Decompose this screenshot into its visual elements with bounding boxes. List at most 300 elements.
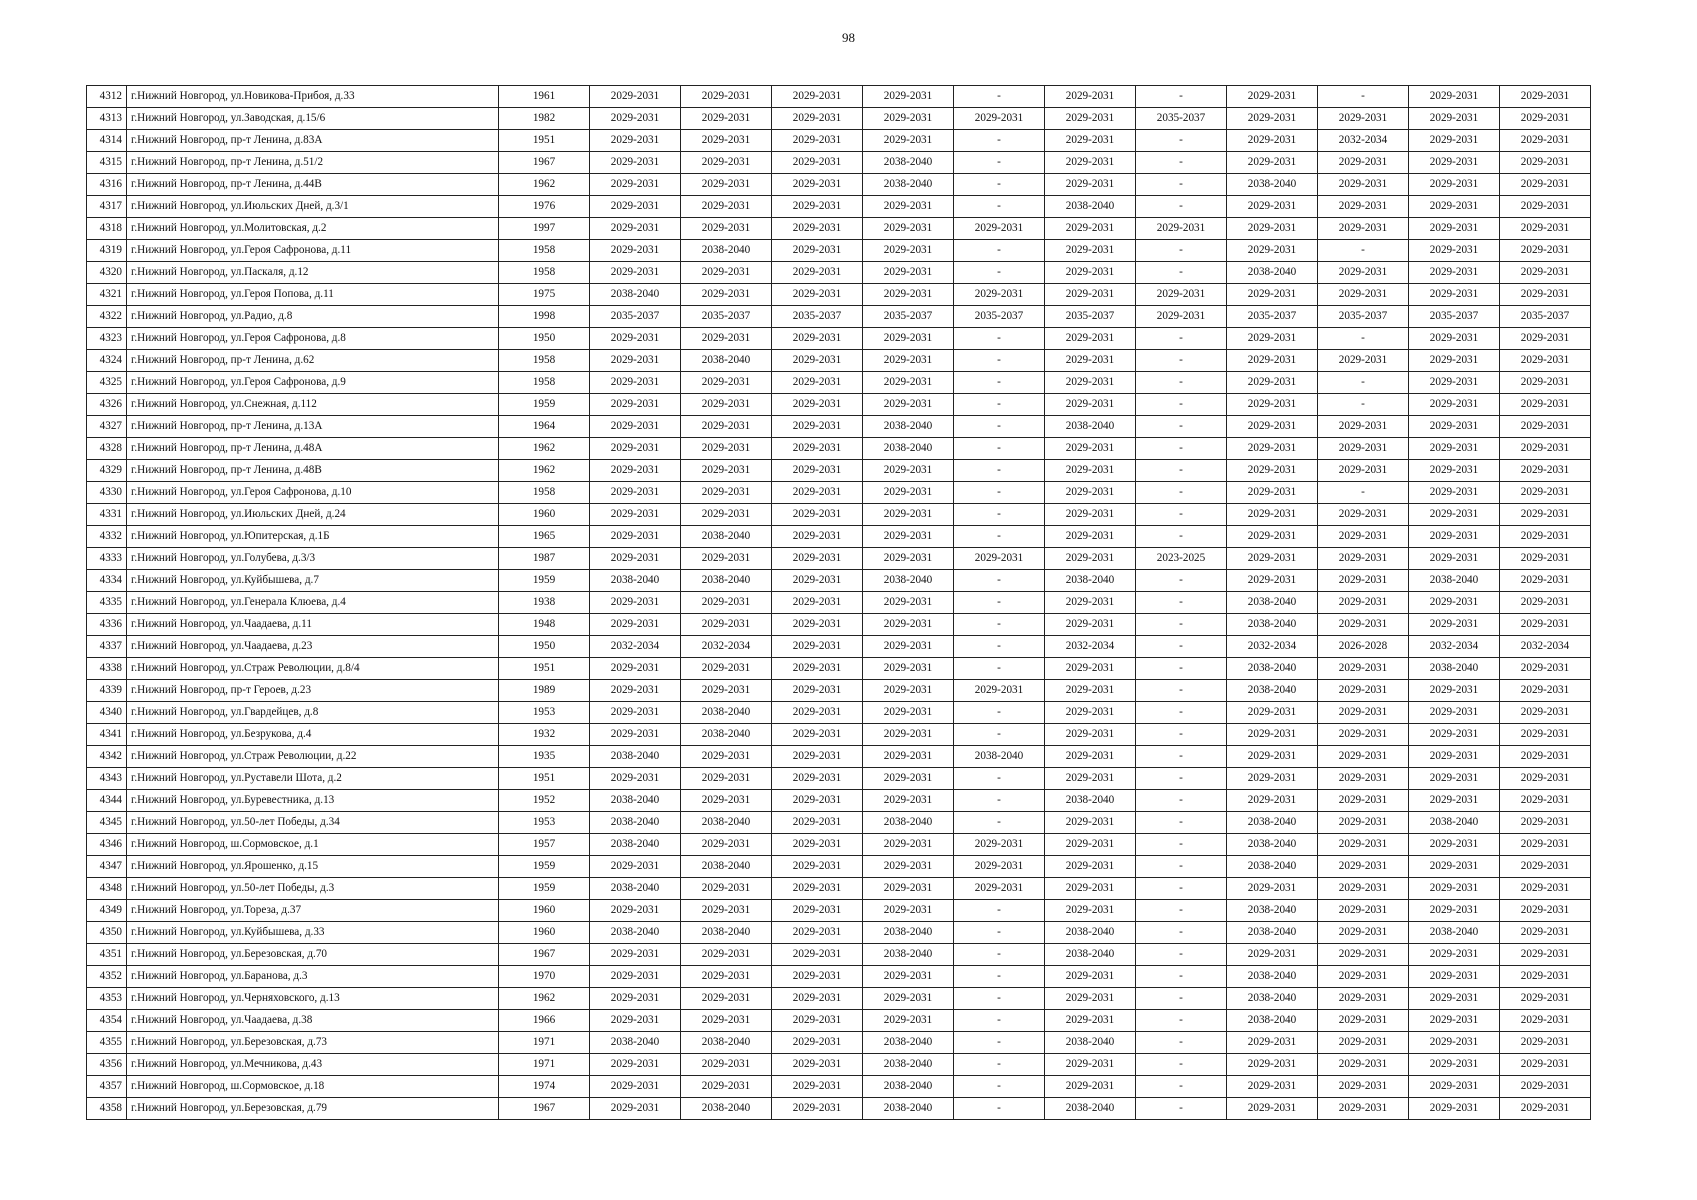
period-cell-7: - (1136, 966, 1227, 988)
address-cell: г.Нижний Новгород, ул.Снежная, д.112 (127, 394, 499, 416)
build-year-cell: 1951 (499, 768, 590, 790)
period-cell-3: 2029-2031 (772, 1076, 863, 1098)
period-cell-6: 2035-2037 (1045, 306, 1136, 328)
table-row (87, 856, 1591, 878)
period-cell-11: 2029-2031 (1500, 966, 1591, 988)
period-cell-11: 2029-2031 (1500, 284, 1591, 306)
period-cell-3: 2029-2031 (772, 1098, 863, 1120)
period-cell-3: 2029-2031 (772, 702, 863, 724)
table-row (87, 724, 1591, 746)
period-cell-4: 2029-2031 (863, 680, 954, 702)
period-cell-10: 2029-2031 (1409, 834, 1500, 856)
table-row (87, 416, 1591, 438)
period-cell-2: 2029-2031 (681, 1010, 772, 1032)
period-cell-10: 2029-2031 (1409, 262, 1500, 284)
row-number-cell: 4337 (87, 636, 127, 658)
period-cell-4: 2029-2031 (863, 526, 954, 548)
build-year-cell: 1958 (499, 482, 590, 504)
period-cell-4: 2029-2031 (863, 460, 954, 482)
table-row (87, 1032, 1591, 1054)
table-row (87, 350, 1591, 372)
period-cell-9: 2032-2034 (1318, 130, 1409, 152)
row-number-cell: 4321 (87, 284, 127, 306)
address-cell: г.Нижний Новгород, ул.Юпитерская, д.1Б (127, 526, 499, 548)
build-year-cell: 1958 (499, 240, 590, 262)
row-number-cell: 4357 (87, 1076, 127, 1098)
period-cell-3: 2029-2031 (772, 548, 863, 570)
period-cell-11: 2029-2031 (1500, 1054, 1591, 1076)
period-cell-5: 2038-2040 (954, 746, 1045, 768)
period-cell-5: 2029-2031 (954, 834, 1045, 856)
period-cell-1: 2029-2031 (590, 174, 681, 196)
period-cell-11: 2029-2031 (1500, 1076, 1591, 1098)
build-year-cell: 1959 (499, 570, 590, 592)
period-cell-6: 2029-2031 (1045, 592, 1136, 614)
period-cell-10: 2029-2031 (1409, 86, 1500, 108)
address-cell: г.Нижний Новгород, ул.Героя Сафронова, д.9 (127, 372, 499, 394)
period-cell-2: 2029-2031 (681, 438, 772, 460)
period-cell-9: - (1318, 394, 1409, 416)
period-cell-9: 2029-2031 (1318, 614, 1409, 636)
period-cell-6: 2029-2031 (1045, 746, 1136, 768)
period-cell-11: 2029-2031 (1500, 856, 1591, 878)
address-cell: г.Нижний Новгород, пр-т Ленина, д.51/2 (127, 152, 499, 174)
period-cell-2: 2029-2031 (681, 460, 772, 482)
period-cell-10: 2038-2040 (1409, 570, 1500, 592)
period-cell-4: 2029-2031 (863, 284, 954, 306)
period-cell-3: 2029-2031 (772, 526, 863, 548)
period-cell-3: 2029-2031 (772, 394, 863, 416)
period-cell-6: 2029-2031 (1045, 284, 1136, 306)
period-cell-2: 2029-2031 (681, 284, 772, 306)
address-cell: г.Нижний Новгород, ул.Заводская, д.15/6 (127, 108, 499, 130)
period-cell-5: 2029-2031 (954, 218, 1045, 240)
table-row (87, 394, 1591, 416)
build-year-cell: 1959 (499, 878, 590, 900)
period-cell-8: 2029-2031 (1227, 152, 1318, 174)
row-number-cell: 4333 (87, 548, 127, 570)
address-cell: г.Нижний Новгород, пр-т Ленина, д.48А (127, 438, 499, 460)
period-cell-8: 2029-2031 (1227, 86, 1318, 108)
period-cell-9: 2029-2031 (1318, 284, 1409, 306)
period-cell-2: 2029-2031 (681, 328, 772, 350)
address-cell: г.Нижний Новгород, пр-т Героев, д.23 (127, 680, 499, 702)
period-cell-2: 2029-2031 (681, 790, 772, 812)
period-cell-1: 2038-2040 (590, 1032, 681, 1054)
period-cell-3: 2029-2031 (772, 1032, 863, 1054)
period-cell-9: - (1318, 240, 1409, 262)
period-cell-2: 2029-2031 (681, 262, 772, 284)
table-row (87, 262, 1591, 284)
period-cell-7: - (1136, 130, 1227, 152)
period-cell-5: - (954, 658, 1045, 680)
period-cell-8: 2038-2040 (1227, 592, 1318, 614)
period-cell-6: 2029-2031 (1045, 614, 1136, 636)
period-cell-11: 2029-2031 (1500, 504, 1591, 526)
period-cell-5: - (954, 1076, 1045, 1098)
period-cell-11: 2035-2037 (1500, 306, 1591, 328)
table-row (87, 548, 1591, 570)
period-cell-8: 2038-2040 (1227, 174, 1318, 196)
period-cell-3: 2029-2031 (772, 570, 863, 592)
period-cell-4: 2029-2031 (863, 372, 954, 394)
period-cell-3: 2029-2031 (772, 856, 863, 878)
period-cell-2: 2038-2040 (681, 724, 772, 746)
row-number-cell: 4356 (87, 1054, 127, 1076)
period-cell-9: 2029-2031 (1318, 152, 1409, 174)
period-cell-10: 2038-2040 (1409, 922, 1500, 944)
period-cell-2: 2029-2031 (681, 86, 772, 108)
period-cell-1: 2029-2031 (590, 350, 681, 372)
table-row (87, 988, 1591, 1010)
period-cell-6: 2029-2031 (1045, 856, 1136, 878)
period-cell-11: 2029-2031 (1500, 614, 1591, 636)
address-cell: г.Нижний Новгород, ул.Куйбышева, д.33 (127, 922, 499, 944)
row-number-cell: 4336 (87, 614, 127, 636)
table-row (87, 746, 1591, 768)
period-cell-5: 2029-2031 (954, 284, 1045, 306)
address-cell: г.Нижний Новгород, пр-т Ленина, д.44В (127, 174, 499, 196)
period-cell-7: - (1136, 328, 1227, 350)
address-cell: г.Нижний Новгород, ш.Сормовское, д.18 (127, 1076, 499, 1098)
table-row (87, 284, 1591, 306)
period-cell-8: 2029-2031 (1227, 1054, 1318, 1076)
period-cell-9: 2029-2031 (1318, 856, 1409, 878)
period-cell-5: - (954, 152, 1045, 174)
row-number-cell: 4318 (87, 218, 127, 240)
period-cell-8: 2038-2040 (1227, 658, 1318, 680)
period-cell-1: 2038-2040 (590, 746, 681, 768)
period-cell-1: 2029-2031 (590, 702, 681, 724)
period-cell-3: 2029-2031 (772, 592, 863, 614)
period-cell-4: 2035-2037 (863, 306, 954, 328)
period-cell-3: 2029-2031 (772, 746, 863, 768)
period-cell-3: 2029-2031 (772, 196, 863, 218)
period-cell-10: 2029-2031 (1409, 548, 1500, 570)
address-cell: г.Нижний Новгород, ул.Березовская, д.70 (127, 944, 499, 966)
address-cell: г.Нижний Новгород, ул.50-лет Победы, д.3 (127, 878, 499, 900)
row-number-cell: 4352 (87, 966, 127, 988)
address-cell: г.Нижний Новгород, ул.Березовская, д.79 (127, 1098, 499, 1120)
period-cell-10: 2032-2034 (1409, 636, 1500, 658)
build-year-cell: 1953 (499, 812, 590, 834)
address-cell: г.Нижний Новгород, ул.Героя Сафронова, д.8 (127, 328, 499, 350)
build-year-cell: 1982 (499, 108, 590, 130)
period-cell-7: - (1136, 636, 1227, 658)
period-cell-6: 2029-2031 (1045, 812, 1136, 834)
build-year-cell: 1958 (499, 372, 590, 394)
period-cell-5: - (954, 1032, 1045, 1054)
period-cell-2: 2029-2031 (681, 614, 772, 636)
address-cell: г.Нижний Новгород, ул.Руставели Шота, д.2 (127, 768, 499, 790)
period-cell-5: - (954, 768, 1045, 790)
period-cell-11: 2029-2031 (1500, 658, 1591, 680)
period-cell-1: 2029-2031 (590, 372, 681, 394)
period-cell-11: 2029-2031 (1500, 372, 1591, 394)
period-cell-4: 2029-2031 (863, 394, 954, 416)
period-cell-10: 2029-2031 (1409, 746, 1500, 768)
build-year-cell: 1965 (499, 526, 590, 548)
period-cell-2: 2029-2031 (681, 548, 772, 570)
table-row (87, 328, 1591, 350)
period-cell-8: 2029-2031 (1227, 504, 1318, 526)
period-cell-10: 2038-2040 (1409, 812, 1500, 834)
period-cell-7: - (1136, 702, 1227, 724)
period-cell-1: 2029-2031 (590, 1098, 681, 1120)
period-cell-1: 2029-2031 (590, 218, 681, 240)
period-cell-1: 2029-2031 (590, 680, 681, 702)
period-cell-5: - (954, 416, 1045, 438)
period-cell-6: 2029-2031 (1045, 174, 1136, 196)
period-cell-10: 2029-2031 (1409, 966, 1500, 988)
period-cell-7: - (1136, 240, 1227, 262)
period-cell-8: 2029-2031 (1227, 878, 1318, 900)
period-cell-2: 2038-2040 (681, 812, 772, 834)
period-cell-10: 2029-2031 (1409, 438, 1500, 460)
period-cell-6: 2029-2031 (1045, 482, 1136, 504)
build-year-cell: 1959 (499, 394, 590, 416)
build-year-cell: 1962 (499, 460, 590, 482)
row-number-cell: 4340 (87, 702, 127, 724)
row-number-cell: 4355 (87, 1032, 127, 1054)
period-cell-8: 2029-2031 (1227, 702, 1318, 724)
table-row (87, 922, 1591, 944)
period-cell-11: 2029-2031 (1500, 438, 1591, 460)
period-cell-1: 2038-2040 (590, 284, 681, 306)
period-cell-10: 2035-2037 (1409, 306, 1500, 328)
period-cell-2: 2029-2031 (681, 1076, 772, 1098)
build-year-cell: 1962 (499, 438, 590, 460)
period-cell-11: 2029-2031 (1500, 834, 1591, 856)
period-cell-6: 2029-2031 (1045, 152, 1136, 174)
period-cell-6: 2029-2031 (1045, 130, 1136, 152)
row-number-cell: 4330 (87, 482, 127, 504)
row-number-cell: 4350 (87, 922, 127, 944)
period-cell-8: 2029-2031 (1227, 394, 1318, 416)
period-cell-6: 2038-2040 (1045, 416, 1136, 438)
period-cell-10: 2029-2031 (1409, 1010, 1500, 1032)
period-cell-2: 2029-2031 (681, 416, 772, 438)
period-cell-5: - (954, 86, 1045, 108)
period-cell-6: 2038-2040 (1045, 196, 1136, 218)
period-cell-2: 2038-2040 (681, 350, 772, 372)
period-cell-11: 2029-2031 (1500, 768, 1591, 790)
address-cell: г.Нижний Новгород, ул.Страж Революции, д.22 (127, 746, 499, 768)
build-year-cell: 1998 (499, 306, 590, 328)
table-row (87, 196, 1591, 218)
period-cell-8: 2029-2031 (1227, 240, 1318, 262)
period-cell-10: 2038-2040 (1409, 658, 1500, 680)
period-cell-10: 2029-2031 (1409, 504, 1500, 526)
build-year-cell: 1989 (499, 680, 590, 702)
period-cell-7: - (1136, 196, 1227, 218)
period-cell-8: 2029-2031 (1227, 724, 1318, 746)
period-cell-11: 2029-2031 (1500, 152, 1591, 174)
table-row (87, 86, 1591, 108)
row-number-cell: 4329 (87, 460, 127, 482)
period-cell-3: 2029-2031 (772, 350, 863, 372)
period-cell-4: 2029-2031 (863, 86, 954, 108)
period-cell-6: 2038-2040 (1045, 922, 1136, 944)
period-cell-7: - (1136, 504, 1227, 526)
period-cell-2: 2029-2031 (681, 218, 772, 240)
period-cell-7: - (1136, 460, 1227, 482)
period-cell-3: 2035-2037 (772, 306, 863, 328)
period-cell-4: 2029-2031 (863, 196, 954, 218)
row-number-cell: 4354 (87, 1010, 127, 1032)
build-year-cell: 1967 (499, 1098, 590, 1120)
period-cell-1: 2029-2031 (590, 108, 681, 130)
build-year-cell: 1974 (499, 1076, 590, 1098)
address-cell: г.Нижний Новгород, ул.Героя Сафронова, д.10 (127, 482, 499, 504)
period-cell-2: 2029-2031 (681, 680, 772, 702)
period-cell-1: 2029-2031 (590, 196, 681, 218)
period-cell-6: 2029-2031 (1045, 724, 1136, 746)
period-cell-3: 2029-2031 (772, 328, 863, 350)
period-cell-1: 2029-2031 (590, 614, 681, 636)
period-cell-4: 2029-2031 (863, 262, 954, 284)
period-cell-2: 2029-2031 (681, 174, 772, 196)
period-cell-4: 2029-2031 (863, 636, 954, 658)
period-cell-8: 2029-2031 (1227, 482, 1318, 504)
period-cell-9: 2029-2031 (1318, 526, 1409, 548)
period-cell-3: 2029-2031 (772, 768, 863, 790)
period-cell-11: 2029-2031 (1500, 174, 1591, 196)
table-row (87, 592, 1591, 614)
period-cell-4: 2029-2031 (863, 746, 954, 768)
period-cell-3: 2029-2031 (772, 438, 863, 460)
period-cell-9: 2029-2031 (1318, 350, 1409, 372)
address-cell: г.Нижний Новгород, ш.Сормовское, д.1 (127, 834, 499, 856)
build-year-cell: 1935 (499, 746, 590, 768)
address-cell: г.Нижний Новгород, ул.Голубева, д.3/3 (127, 548, 499, 570)
period-cell-6: 2029-2031 (1045, 394, 1136, 416)
period-cell-11: 2029-2031 (1500, 988, 1591, 1010)
period-cell-2: 2029-2031 (681, 108, 772, 130)
row-number-cell: 4335 (87, 592, 127, 614)
period-cell-6: 2029-2031 (1045, 548, 1136, 570)
period-cell-6: 2029-2031 (1045, 438, 1136, 460)
period-cell-3: 2029-2031 (772, 834, 863, 856)
period-cell-7: - (1136, 812, 1227, 834)
period-cell-10: 2029-2031 (1409, 174, 1500, 196)
period-cell-3: 2029-2031 (772, 482, 863, 504)
period-cell-5: - (954, 636, 1045, 658)
period-cell-8: 2029-2031 (1227, 548, 1318, 570)
row-number-cell: 4313 (87, 108, 127, 130)
row-number-cell: 4353 (87, 988, 127, 1010)
period-cell-7: - (1136, 724, 1227, 746)
row-number-cell: 4358 (87, 1098, 127, 1120)
period-cell-9: 2029-2031 (1318, 108, 1409, 130)
period-cell-9: 2029-2031 (1318, 790, 1409, 812)
period-cell-8: 2038-2040 (1227, 680, 1318, 702)
period-cell-6: 2038-2040 (1045, 1032, 1136, 1054)
period-cell-7: 2029-2031 (1136, 284, 1227, 306)
period-cell-4: 2038-2040 (863, 152, 954, 174)
period-cell-5: - (954, 1098, 1045, 1120)
address-cell: г.Нижний Новгород, ул.Безрукова, д.4 (127, 724, 499, 746)
period-cell-4: 2038-2040 (863, 922, 954, 944)
period-cell-2: 2029-2031 (681, 658, 772, 680)
period-cell-1: 2038-2040 (590, 570, 681, 592)
period-cell-8: 2029-2031 (1227, 1076, 1318, 1098)
period-cell-7: - (1136, 900, 1227, 922)
period-cell-11: 2029-2031 (1500, 812, 1591, 834)
period-cell-11: 2029-2031 (1500, 592, 1591, 614)
period-cell-1: 2029-2031 (590, 460, 681, 482)
period-cell-11: 2029-2031 (1500, 482, 1591, 504)
period-cell-7: 2023-2025 (1136, 548, 1227, 570)
period-cell-6: 2029-2031 (1045, 372, 1136, 394)
period-cell-6: 2029-2031 (1045, 262, 1136, 284)
period-cell-5: - (954, 702, 1045, 724)
period-cell-7: 2029-2031 (1136, 218, 1227, 240)
period-cell-9: 2029-2031 (1318, 1054, 1409, 1076)
period-cell-2: 2038-2040 (681, 240, 772, 262)
table-row (87, 460, 1591, 482)
table-row (87, 966, 1591, 988)
period-cell-6: 2029-2031 (1045, 834, 1136, 856)
period-cell-4: 2029-2031 (863, 218, 954, 240)
period-cell-2: 2029-2031 (681, 482, 772, 504)
period-cell-5: - (954, 394, 1045, 416)
period-cell-1: 2029-2031 (590, 240, 681, 262)
address-cell: г.Нижний Новгород, ул.50-лет Победы, д.34 (127, 812, 499, 834)
period-cell-5: - (954, 922, 1045, 944)
address-cell: г.Нижний Новгород, ул.Буревестника, д.13 (127, 790, 499, 812)
address-cell: г.Нижний Новгород, ул.Куйбышева, д.7 (127, 570, 499, 592)
period-cell-10: 2029-2031 (1409, 1054, 1500, 1076)
table-row (87, 306, 1591, 328)
period-cell-6: 2029-2031 (1045, 504, 1136, 526)
table-row (87, 834, 1591, 856)
period-cell-9: 2029-2031 (1318, 812, 1409, 834)
period-cell-4: 2029-2031 (863, 658, 954, 680)
table-row (87, 218, 1591, 240)
period-cell-1: 2029-2031 (590, 1076, 681, 1098)
row-number-cell: 4344 (87, 790, 127, 812)
build-year-cell: 1971 (499, 1054, 590, 1076)
table-row (87, 152, 1591, 174)
period-cell-8: 2038-2040 (1227, 812, 1318, 834)
build-year-cell: 1950 (499, 636, 590, 658)
period-cell-10: 2029-2031 (1409, 350, 1500, 372)
period-cell-9: 2029-2031 (1318, 658, 1409, 680)
period-cell-2: 2029-2031 (681, 944, 772, 966)
table-row (87, 108, 1591, 130)
period-cell-6: 2029-2031 (1045, 966, 1136, 988)
period-cell-3: 2029-2031 (772, 284, 863, 306)
period-cell-2: 2029-2031 (681, 834, 772, 856)
period-cell-6: 2029-2031 (1045, 218, 1136, 240)
period-cell-9: - (1318, 86, 1409, 108)
period-cell-5: - (954, 196, 1045, 218)
period-cell-1: 2029-2031 (590, 592, 681, 614)
build-year-cell: 1960 (499, 900, 590, 922)
period-cell-9: 2029-2031 (1318, 922, 1409, 944)
period-cell-11: 2029-2031 (1500, 548, 1591, 570)
row-number-cell: 4338 (87, 658, 127, 680)
period-cell-8: 2038-2040 (1227, 614, 1318, 636)
period-cell-10: 2029-2031 (1409, 196, 1500, 218)
address-cell: г.Нижний Новгород, ул.Героя Сафронова, д.11 (127, 240, 499, 262)
period-cell-10: 2029-2031 (1409, 284, 1500, 306)
period-cell-10: 2029-2031 (1409, 702, 1500, 724)
period-cell-10: 2029-2031 (1409, 416, 1500, 438)
row-number-cell: 4315 (87, 152, 127, 174)
period-cell-10: 2029-2031 (1409, 372, 1500, 394)
